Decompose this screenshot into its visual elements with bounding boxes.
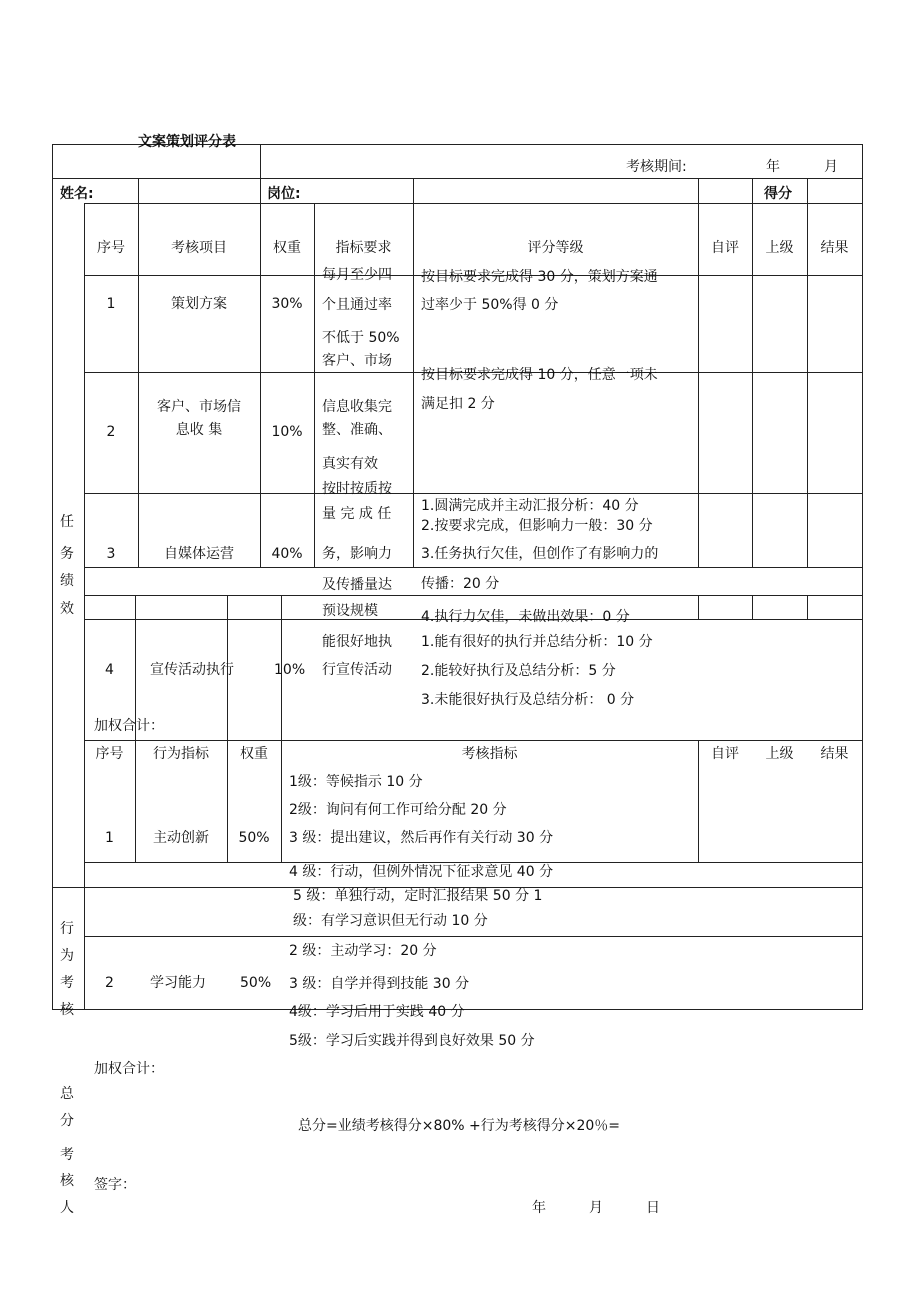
grading-line: 传播：20 分	[421, 576, 500, 592]
criteria-line: 级：有学习意识但无行动 10 分	[293, 913, 488, 929]
sign-label: 签字：	[94, 1177, 136, 1193]
requirement-line: 整、准确、	[322, 422, 392, 438]
sign-year: 年	[532, 1200, 546, 1216]
criteria-line: 3 级：自学并得到技能 30 分	[289, 976, 470, 992]
requirement-line: 真实有效	[322, 456, 378, 472]
grading-line: 满足扣 2 分	[421, 396, 495, 412]
col-header-requirement: 指标要求	[335, 240, 392, 256]
criteria-line: 1级：等候指示 10 分	[289, 774, 423, 790]
requirement-line: 能很好地执	[322, 634, 392, 650]
section-label-char: 考	[60, 975, 74, 991]
col-header-no: 序号	[97, 240, 125, 256]
row-item: 主动创新	[153, 830, 209, 846]
row-weight: 10%	[274, 662, 306, 678]
total-formula: 总分=业绩考核得分×80% +行为考核得分×20％=	[298, 1118, 621, 1134]
col-header-result: 结果	[820, 240, 849, 256]
page-title: 文案策划评分表	[138, 134, 236, 150]
row-no: 3	[106, 546, 116, 562]
criteria-line: 3 级：提出建议，然后再作有关行动 30 分	[289, 830, 554, 846]
reviewer-label-char: 人	[60, 1200, 74, 1216]
row-item: 息收 集	[175, 422, 223, 438]
section-label-char: 为	[60, 948, 74, 964]
requirement-line: 不低于 50%	[322, 330, 400, 346]
grading-line: 2.按要求完成，但影响力一般：30 分	[421, 518, 653, 534]
col-header-criteria: 考核指标	[461, 746, 518, 762]
position-label: 岗位:	[267, 186, 301, 202]
grading-line: 3.未能很好执行及总结分析： 0 分	[421, 692, 635, 708]
requirement-line: 行宣传活动	[322, 662, 392, 678]
section-label-char: 绩	[60, 573, 74, 589]
row-item: 自媒体运营	[164, 546, 234, 562]
col-header-weight: 权重	[273, 240, 301, 256]
criteria-line: 4 级：行动，但例外情况下征求意见 40 分	[289, 864, 554, 880]
period-year: 年	[766, 159, 780, 175]
col-header-self: 自评	[711, 746, 739, 762]
grading-line: 按目标要求完成得 10 分，任意一项未	[421, 367, 658, 383]
requirement-line: 个且通过率	[322, 297, 392, 313]
section-label-char: 任	[60, 514, 74, 530]
row-item: 客户、市场信	[157, 399, 241, 415]
row-weight: 10%	[271, 424, 303, 440]
row-no: 1	[106, 296, 116, 312]
section-label-char: 核	[60, 1002, 74, 1018]
grading-line: 按目标要求完成得 30 分，策划方案通	[421, 269, 658, 285]
col-header-grading: 评分等级	[527, 240, 584, 256]
col-header-result: 结果	[820, 746, 849, 762]
grading-line: 1.圆满完成并主动汇报分析：40 分	[421, 498, 639, 514]
row-weight: 50%	[238, 830, 270, 846]
col-header-item: 考核项目	[171, 240, 227, 256]
behavior-weighted-total-label: 加权合计：	[94, 1061, 164, 1077]
sign-day: 日	[646, 1200, 660, 1216]
criteria-line: 2级：询问有何工作可给分配 20 分	[289, 802, 507, 818]
name-label: 姓名:	[60, 186, 94, 202]
row-weight: 30%	[271, 296, 303, 312]
criteria-line: 5级：学习后实践并得到良好效果 50 分	[289, 1033, 535, 1049]
row-no: 1	[105, 830, 114, 846]
sign-month: 月	[589, 1200, 603, 1216]
row-weight: 40%	[271, 546, 303, 562]
col-header-item: 行为指标	[153, 746, 209, 762]
grading-line: 1.能有很好的执行并总结分析：10 分	[421, 634, 653, 650]
row-no: 2	[106, 424, 116, 440]
col-header-superior: 上级	[765, 746, 794, 762]
col-header-weight: 权重	[240, 746, 268, 762]
requirement-line: 及传播量达	[322, 577, 392, 593]
total-label-char: 总	[60, 1086, 74, 1102]
col-header-self: 自评	[711, 240, 739, 256]
grading-line: 2.能较好执行及总结分析：5 分	[421, 663, 616, 679]
task-weighted-total-label: 加权合计：	[94, 718, 164, 734]
criteria-line: 5 级：单独行动，定时汇报结果 50 分 1	[293, 888, 543, 904]
period-label: 考核期间:	[626, 159, 687, 175]
total-label-char: 分	[60, 1113, 74, 1129]
period-month: 月	[824, 159, 838, 175]
reviewer-label-char: 核	[60, 1173, 74, 1189]
section-label-char: 效	[60, 601, 74, 617]
requirement-line: 务，影响力	[322, 546, 392, 562]
row-item: 宣传活动执行	[150, 662, 234, 678]
row-item: 策划方案	[171, 296, 227, 312]
requirement-line: 客户、市场	[322, 353, 392, 369]
col-header-no: 序号	[95, 746, 124, 762]
requirement-line: 每月至少四	[322, 267, 392, 283]
row-item: 学习能力	[150, 975, 206, 991]
row-no: 2	[105, 975, 114, 991]
col-header-superior: 上级	[765, 240, 794, 256]
requirement-line: 量 完 成 任	[322, 506, 392, 522]
requirement-line: 信息收集完	[322, 399, 392, 415]
grading-line: 4.执行力欠佳，未做出效果：0 分	[421, 609, 630, 625]
grading-line: 3.任务执行欠佳，但创作了有影响力的	[421, 546, 659, 562]
requirement-line: 预设规模	[322, 603, 378, 619]
requirement-line: 按时按质按	[322, 481, 392, 497]
criteria-line: 4级：学习后用于实践 40 分	[289, 1004, 465, 1020]
criteria-line: 2 级：主动学习：20 分	[289, 943, 437, 959]
section-label-char: 行	[60, 921, 74, 937]
row-weight: 50%	[240, 975, 272, 991]
grading-line: 过率少于 50%得 0 分	[421, 297, 559, 313]
score-label: 得分	[764, 186, 792, 202]
section-label-char: 务	[60, 546, 74, 562]
reviewer-label-char: 考	[60, 1147, 74, 1163]
row-no: 4	[105, 662, 114, 678]
